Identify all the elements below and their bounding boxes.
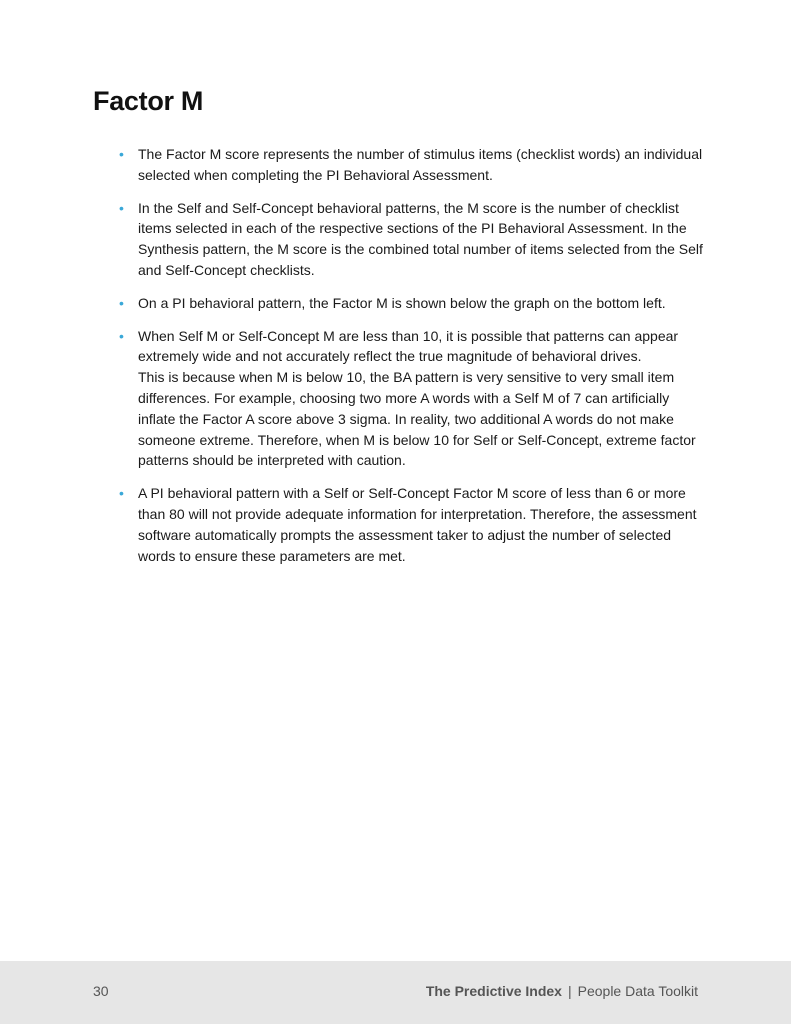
bullet-text: The Factor M score represents the number of stimulus items (checklist words) an individual selected when completing the PI Behavioral Assessment. (138, 146, 703, 183)
list-item (118, 144, 708, 186)
footer-separator: | (567, 983, 572, 999)
bullet-icon: • (119, 199, 124, 216)
bullet-icon: • (119, 146, 124, 162)
list-item (118, 483, 708, 566)
bullet-text: When Self M or Self-Concept M are less than 10, it is possible that patterns can appear extremely wide and not accurately reflect the true magnitude of behavioral drives. This is because when M is below 10, the BA pattern is very sensitive to very small item differences. For example, choosing two more A words with a Self M of 7 can artificially inflate the Factor A score above 3 sigma. In reality, two additional A words do not make someone extreme. Therefore, when M is below 10 for Self or Self-Concept, extreme factor patterns should be interpreted with caution. (138, 327, 696, 469)
brand-name: The Predictive Index (425, 983, 562, 999)
product-name: People Data Toolkit (577, 983, 698, 999)
bullet-icon: • (119, 294, 124, 311)
list-item (118, 198, 708, 281)
bullet-icon: • (119, 327, 124, 344)
list-item (118, 326, 708, 472)
bullet-text: On a PI behavioral pattern, the Factor M is shown below the graph on the bottom left. (138, 294, 666, 311)
page-footer (0, 961, 791, 1024)
bullet-text: In the Self and Self-Concept behavioral patterns, the M score is the number of checklist items selected in each of the respective sections of the PI Behavioral Assessment. In the Synthesis pattern, the M score is the combined total number of items selected from the Self and Self-Concept checklists. (138, 199, 703, 278)
bullet-text: A PI behavioral pattern with a Self or Self-Concept Factor M score of less than 6 or more than 80 will not provide adequate information for interpretation. Therefore, the assessment software automatically prompts the assessment taker to adjust the number of selected words to ensure these parameters are met. (138, 485, 697, 564)
page-title: Factor M (93, 86, 204, 116)
list-item (118, 293, 708, 314)
page-number: 30 (93, 983, 109, 999)
bullet-list (118, 144, 708, 578)
bullet-icon: • (119, 485, 124, 502)
footer-brand (426, 983, 698, 999)
